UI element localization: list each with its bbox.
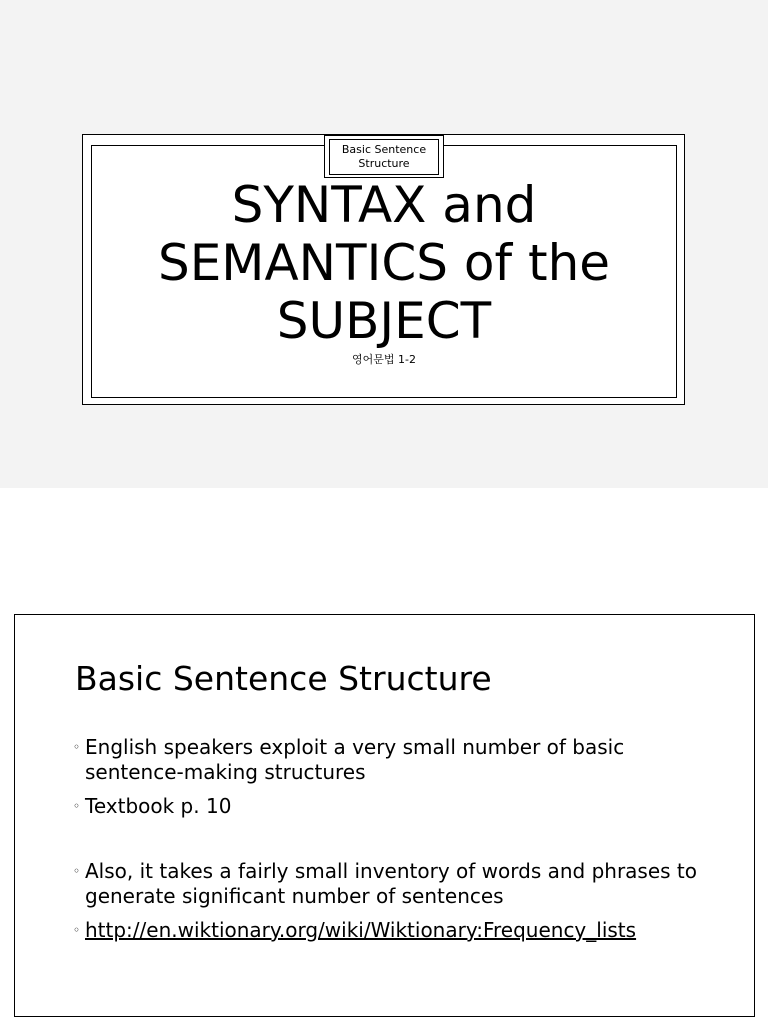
slide-subtitle: 영어문법 1-2	[352, 353, 416, 366]
bullet-item	[73, 859, 703, 909]
title-slide	[0, 0, 768, 488]
bullet-text: Textbook p. 10	[85, 794, 232, 818]
bullet-item	[73, 735, 703, 785]
bullet-marker: ◦	[73, 799, 81, 813]
bullet-marker: ◦	[73, 923, 81, 937]
bullet-text: Also, it takes a fairly small inventory of words and phrases to generate significant number of sentences	[85, 859, 698, 908]
section-label-line-1: Basic Sentence	[341, 143, 427, 156]
bullet-item	[73, 794, 703, 819]
content-slide	[14, 614, 755, 1017]
bullet-marker: ◦	[73, 864, 81, 878]
bullet-marker: ◦	[73, 740, 81, 754]
title-line-1: SYNTAX and	[231, 176, 537, 234]
title-line-3: SUBJECT	[276, 292, 492, 350]
bullet-text: English speakers exploit a very small number of basic sentence-making structures	[85, 735, 625, 784]
content-slide-title: Basic Sentence Structure	[75, 659, 492, 698]
section-label	[329, 139, 439, 175]
bullet-item	[73, 918, 703, 943]
section-label-line-2: Structure	[358, 157, 410, 170]
title-line-2: SEMANTICS of the	[157, 234, 611, 292]
slide-title	[100, 176, 668, 350]
frequency-lists-link[interactable]: http://en.wiktionary.org/wiki/Wiktionary:Frequency_lists	[85, 918, 637, 942]
